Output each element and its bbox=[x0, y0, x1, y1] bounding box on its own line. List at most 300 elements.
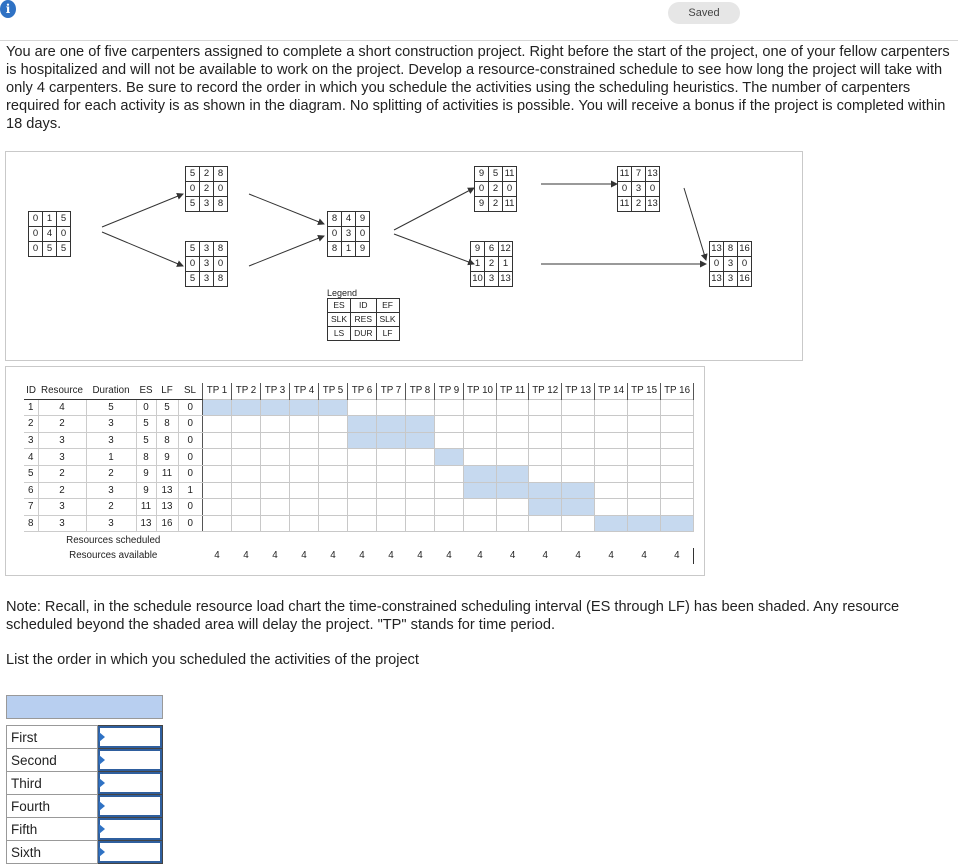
network-diagram bbox=[5, 151, 803, 361]
resource-load-input[interactable] bbox=[464, 482, 497, 499]
node-cell: 5 bbox=[489, 167, 503, 182]
resources-available-cell: 4 bbox=[509, 550, 516, 562]
resource-load-input[interactable] bbox=[232, 482, 261, 499]
node-cell: 2 bbox=[489, 182, 503, 197]
resource-load-input[interactable] bbox=[595, 465, 628, 482]
resource-load-input[interactable] bbox=[319, 515, 348, 532]
node-cell: 3 bbox=[200, 257, 214, 272]
time-period-header: TP 3 bbox=[261, 383, 290, 399]
node-cell: 1 bbox=[43, 212, 57, 227]
select-box[interactable] bbox=[98, 772, 162, 794]
resource-load-input[interactable] bbox=[261, 515, 290, 532]
resource-load-input[interactable] bbox=[435, 482, 464, 499]
resources-available-cell: 4 bbox=[477, 550, 483, 562]
node-cell: 3 bbox=[200, 272, 214, 287]
resource-load-input[interactable] bbox=[319, 482, 348, 499]
table-cell: 2 bbox=[24, 416, 38, 433]
resource-load-input[interactable] bbox=[562, 482, 595, 499]
resource-load-input[interactable] bbox=[406, 499, 435, 516]
node-cell: 5 bbox=[186, 197, 200, 212]
resource-load-input[interactable] bbox=[406, 515, 435, 532]
time-period-header: TP 13 bbox=[562, 383, 595, 399]
node-cell: 5 bbox=[186, 167, 200, 182]
resources-available-cell: 4 bbox=[446, 550, 452, 562]
resource-load-input[interactable] bbox=[661, 482, 694, 499]
resource-load-input[interactable] bbox=[377, 399, 406, 416]
resource-load-input[interactable] bbox=[661, 465, 694, 482]
table-cell: 1 bbox=[178, 482, 203, 499]
node-cell: 2 bbox=[485, 257, 499, 272]
resource-load-input[interactable] bbox=[348, 515, 377, 532]
resources-scheduled-cell bbox=[496, 532, 528, 548]
resource-load-input[interactable] bbox=[464, 432, 497, 449]
resource-load-input[interactable] bbox=[661, 499, 694, 516]
resources-scheduled-cell bbox=[377, 532, 406, 548]
node-cell: 1 bbox=[471, 257, 485, 272]
time-period-header: TP 1 bbox=[203, 383, 232, 399]
table-cell: 0 bbox=[178, 399, 203, 416]
node-cell: 13 bbox=[710, 272, 724, 287]
resources-scheduled-cell bbox=[203, 532, 232, 548]
time-period-header: TP 5 bbox=[319, 383, 348, 399]
resource-load-input[interactable] bbox=[377, 416, 406, 433]
table-row bbox=[24, 432, 694, 449]
resource-load-input[interactable] bbox=[628, 432, 661, 449]
resource-load-input[interactable] bbox=[377, 432, 406, 449]
resource-load-input[interactable] bbox=[348, 465, 377, 482]
node-cell: 8 bbox=[214, 167, 228, 182]
table-cell: 4 bbox=[24, 449, 38, 466]
node-cell: 13 bbox=[646, 167, 660, 182]
table-cell: 2 bbox=[86, 465, 136, 482]
table-cell: 5 bbox=[136, 416, 156, 433]
node-cell: 3 bbox=[342, 227, 356, 242]
resource-load-input[interactable] bbox=[203, 416, 232, 433]
resources-available-cell: 4 bbox=[575, 550, 581, 562]
node-cell: 11 bbox=[503, 167, 517, 182]
table-cell: 11 bbox=[136, 499, 156, 516]
resource-load-input[interactable] bbox=[319, 416, 348, 433]
resources-available-cell: 4 bbox=[542, 550, 548, 562]
resource-load-input[interactable] bbox=[496, 416, 528, 433]
schedule-table bbox=[24, 383, 694, 564]
order-label: Sixth bbox=[7, 841, 98, 864]
order-question: List the order in which you scheduled the activities of the project bbox=[6, 652, 419, 668]
table-cell: 8 bbox=[156, 432, 178, 449]
resource-load-input[interactable] bbox=[377, 465, 406, 482]
resource-load-input[interactable] bbox=[406, 465, 435, 482]
table-cell: 3 bbox=[86, 515, 136, 532]
time-period-header: TP 15 bbox=[628, 383, 661, 399]
resource-load-input[interactable] bbox=[232, 399, 261, 416]
resource-load-input[interactable] bbox=[595, 515, 628, 532]
resources-scheduled-cell bbox=[595, 532, 628, 548]
resources-available-cell: 4 bbox=[301, 550, 307, 562]
resources-available-cell: 4 bbox=[214, 550, 220, 562]
resource-load-input[interactable] bbox=[435, 515, 464, 532]
schedule-panel bbox=[5, 366, 705, 576]
table-cell: 16 bbox=[156, 515, 178, 532]
table-cell: 7 bbox=[24, 499, 38, 516]
time-period-header: TP 10 bbox=[464, 383, 497, 399]
table-cell: 3 bbox=[86, 432, 136, 449]
table-cell: 0 bbox=[178, 465, 203, 482]
resource-load-input[interactable] bbox=[529, 515, 562, 532]
resource-load-input[interactable] bbox=[290, 465, 319, 482]
node-cell: 13 bbox=[646, 197, 660, 212]
table-cell: 3 bbox=[38, 449, 86, 466]
resources-scheduled-cell bbox=[319, 532, 348, 548]
resource-load-input[interactable] bbox=[319, 449, 348, 466]
resource-load-input[interactable] bbox=[406, 482, 435, 499]
node-cell: 0 bbox=[29, 242, 43, 257]
node-cell: 12 bbox=[499, 242, 513, 257]
resource-load-input[interactable] bbox=[348, 449, 377, 466]
resource-load-input[interactable] bbox=[661, 449, 694, 466]
resources-scheduled-label: Resources scheduled bbox=[66, 534, 161, 546]
table-cell: 2 bbox=[38, 465, 86, 482]
resource-load-input[interactable] bbox=[435, 399, 464, 416]
select-box[interactable] bbox=[98, 818, 162, 840]
table-cell: 3 bbox=[38, 432, 86, 449]
resource-load-input[interactable] bbox=[496, 432, 528, 449]
resource-load-input[interactable] bbox=[464, 465, 497, 482]
legend-cell: ID bbox=[351, 299, 376, 313]
resource-load-input[interactable] bbox=[595, 499, 628, 516]
resource-load-input[interactable] bbox=[628, 416, 661, 433]
time-period-header: TP 2 bbox=[232, 383, 261, 399]
resource-load-input[interactable] bbox=[529, 482, 562, 499]
resource-load-input[interactable] bbox=[562, 515, 595, 532]
resource-load-input[interactable] bbox=[628, 482, 661, 499]
node-cell: 3 bbox=[632, 182, 646, 197]
table-cell: 1 bbox=[24, 399, 38, 416]
node-cell: 9 bbox=[475, 167, 489, 182]
resource-load-input[interactable] bbox=[232, 449, 261, 466]
node-cell: 1 bbox=[342, 242, 356, 257]
resource-load-input[interactable] bbox=[496, 515, 528, 532]
select-box[interactable] bbox=[98, 726, 162, 748]
node-cell: 16 bbox=[738, 242, 752, 257]
resource-load-input[interactable] bbox=[406, 432, 435, 449]
node-cell: 2 bbox=[200, 167, 214, 182]
resource-load-input[interactable] bbox=[290, 416, 319, 433]
order-select[interactable] bbox=[98, 818, 163, 841]
resource-load-input[interactable] bbox=[377, 515, 406, 532]
resource-load-input[interactable] bbox=[319, 465, 348, 482]
resource-load-input[interactable] bbox=[496, 449, 528, 466]
resource-load-input[interactable] bbox=[496, 399, 528, 416]
divider bbox=[0, 40, 958, 41]
node-cell: 8 bbox=[328, 212, 342, 227]
resources-available-cell: 4 bbox=[330, 550, 336, 562]
resource-load-input[interactable] bbox=[290, 449, 319, 466]
order-row bbox=[7, 749, 163, 772]
table-cell: 3 bbox=[86, 416, 136, 433]
resource-load-input[interactable] bbox=[261, 416, 290, 433]
node-cell: 0 bbox=[475, 182, 489, 197]
resource-load-input[interactable] bbox=[377, 499, 406, 516]
legend-cell: ES bbox=[328, 299, 351, 313]
resources-available-cell: 4 bbox=[272, 550, 278, 562]
node-8 bbox=[709, 241, 752, 287]
node-cell: 1 bbox=[499, 257, 513, 272]
resources-scheduled-cell bbox=[562, 532, 595, 548]
resources-available-label: Resources available bbox=[69, 550, 158, 562]
resource-load-input[interactable] bbox=[203, 449, 232, 466]
resource-load-input[interactable] bbox=[562, 465, 595, 482]
node-cell: 2 bbox=[632, 197, 646, 212]
node-4 bbox=[327, 211, 370, 257]
resource-load-input[interactable] bbox=[290, 432, 319, 449]
dropdown-arrow-icon[interactable] bbox=[99, 732, 105, 742]
node-cell: 0 bbox=[710, 257, 724, 272]
resource-load-input[interactable] bbox=[319, 432, 348, 449]
resources-scheduled-cell bbox=[435, 532, 464, 548]
node-cell: 6 bbox=[485, 242, 499, 257]
resource-load-input[interactable] bbox=[628, 499, 661, 516]
resource-load-input[interactable] bbox=[464, 399, 497, 416]
node-cell: 5 bbox=[57, 212, 71, 227]
resource-load-input[interactable] bbox=[595, 449, 628, 466]
node-cell: 16 bbox=[738, 272, 752, 287]
resource-load-input[interactable] bbox=[464, 499, 497, 516]
resource-load-input[interactable] bbox=[348, 482, 377, 499]
resource-load-input[interactable] bbox=[661, 515, 694, 532]
resource-load-input[interactable] bbox=[435, 416, 464, 433]
table-cell: 0 bbox=[178, 416, 203, 433]
resource-load-input[interactable] bbox=[232, 515, 261, 532]
resource-load-input[interactable] bbox=[529, 499, 562, 516]
resource-load-input[interactable] bbox=[628, 449, 661, 466]
resource-load-input[interactable] bbox=[406, 416, 435, 433]
order-select[interactable] bbox=[98, 749, 163, 772]
resource-load-input[interactable] bbox=[529, 449, 562, 466]
resource-load-input[interactable] bbox=[464, 515, 497, 532]
saved-status: Saved bbox=[668, 2, 740, 24]
dropdown-arrow-icon[interactable] bbox=[99, 778, 105, 788]
resource-load-input[interactable] bbox=[435, 449, 464, 466]
node-cell: 9 bbox=[475, 197, 489, 212]
resource-load-input[interactable] bbox=[529, 465, 562, 482]
node-5 bbox=[474, 166, 517, 212]
node-2 bbox=[185, 166, 228, 212]
node-cell: 3 bbox=[485, 272, 499, 287]
node-cell: 11 bbox=[503, 197, 517, 212]
order-label: Third bbox=[7, 772, 98, 795]
resource-load-input[interactable] bbox=[232, 465, 261, 482]
resource-load-input[interactable] bbox=[348, 399, 377, 416]
resource-load-input[interactable] bbox=[261, 399, 290, 416]
node-cell: 0 bbox=[356, 227, 370, 242]
table-cell: 1 bbox=[86, 449, 136, 466]
resource-load-input[interactable] bbox=[406, 399, 435, 416]
order-row bbox=[7, 795, 163, 818]
resource-load-input[interactable] bbox=[290, 499, 319, 516]
table-cell: 11 bbox=[156, 465, 178, 482]
node-cell: 3 bbox=[200, 197, 214, 212]
legend-cell: SLK bbox=[376, 313, 399, 327]
resource-load-input[interactable] bbox=[529, 432, 562, 449]
resource-load-input[interactable] bbox=[435, 465, 464, 482]
dropdown-arrow-icon[interactable] bbox=[99, 755, 105, 765]
resources-available-cell: 4 bbox=[641, 550, 647, 562]
node-cell: 0 bbox=[214, 182, 228, 197]
resources-available-cell: 4 bbox=[417, 550, 423, 562]
resource-load-input[interactable] bbox=[261, 449, 290, 466]
resource-load-input[interactable] bbox=[377, 482, 406, 499]
info-icon[interactable]: i bbox=[0, 0, 16, 18]
resource-load-input[interactable] bbox=[562, 416, 595, 433]
select-box[interactable] bbox=[98, 795, 162, 817]
order-select[interactable] bbox=[98, 772, 163, 795]
table-cell: 3 bbox=[24, 432, 38, 449]
resource-load-input[interactable] bbox=[348, 499, 377, 516]
resource-load-input[interactable] bbox=[562, 499, 595, 516]
resource-load-input[interactable] bbox=[203, 499, 232, 516]
resource-load-input[interactable] bbox=[348, 416, 377, 433]
resource-load-input[interactable] bbox=[203, 432, 232, 449]
node-cell: 8 bbox=[214, 272, 228, 287]
resource-load-input[interactable] bbox=[529, 416, 562, 433]
node-cell: 0 bbox=[646, 182, 660, 197]
resource-load-input[interactable] bbox=[628, 399, 661, 416]
resource-load-input[interactable] bbox=[406, 449, 435, 466]
resources-scheduled-cell bbox=[348, 532, 377, 548]
resource-load-input[interactable] bbox=[261, 482, 290, 499]
note-text: Note: Recall, in the schedule resource load chart the time-constrained scheduling interval (ES through LF) has been shaded. Any resource scheduled beyond the shaded area will delay the project. "TP" stands for time period. bbox=[6, 599, 900, 633]
node-cell: 0 bbox=[186, 182, 200, 197]
resource-load-input[interactable] bbox=[290, 399, 319, 416]
table-cell: 5 bbox=[156, 399, 178, 416]
legend-cell: RES bbox=[351, 313, 376, 327]
resource-load-input[interactable] bbox=[261, 499, 290, 516]
legend-cell: LS bbox=[328, 327, 351, 341]
legend-cell: DUR bbox=[351, 327, 376, 341]
resource-load-input[interactable] bbox=[377, 449, 406, 466]
legend-cell: LF bbox=[376, 327, 399, 341]
time-period-header: TP 14 bbox=[595, 383, 628, 399]
resource-load-input[interactable] bbox=[496, 465, 528, 482]
node-cell: 0 bbox=[214, 257, 228, 272]
resource-load-input[interactable] bbox=[203, 482, 232, 499]
resource-load-input[interactable] bbox=[562, 432, 595, 449]
node-cell: 8 bbox=[724, 242, 738, 257]
time-period-header: TP 11 bbox=[496, 383, 528, 399]
node-cell: 11 bbox=[618, 167, 632, 182]
resource-load-input[interactable] bbox=[661, 432, 694, 449]
node-cell: 13 bbox=[499, 272, 513, 287]
resources-available-cell: 4 bbox=[243, 550, 249, 562]
order-select[interactable] bbox=[98, 795, 163, 818]
table-cell: 3 bbox=[38, 499, 86, 516]
column-header: LF bbox=[156, 383, 178, 399]
resource-load-input[interactable] bbox=[232, 432, 261, 449]
order-select[interactable] bbox=[98, 841, 163, 864]
table-cell: 0 bbox=[178, 432, 203, 449]
node-cell: 0 bbox=[29, 227, 43, 242]
resource-load-input[interactable] bbox=[435, 432, 464, 449]
node-cell: 0 bbox=[503, 182, 517, 197]
resource-load-input[interactable] bbox=[203, 399, 232, 416]
resource-load-input[interactable] bbox=[319, 399, 348, 416]
resource-load-input[interactable] bbox=[203, 465, 232, 482]
table-cell: 0 bbox=[178, 515, 203, 532]
order-row bbox=[7, 772, 163, 795]
resource-load-input[interactable] bbox=[595, 399, 628, 416]
node-cell: 9 bbox=[356, 242, 370, 257]
table-cell: 2 bbox=[86, 499, 136, 516]
answer-table-header bbox=[7, 696, 163, 719]
node-cell: 9 bbox=[356, 212, 370, 227]
node-cell: 13 bbox=[710, 242, 724, 257]
legend-table bbox=[327, 298, 400, 341]
node-cell: 5 bbox=[186, 242, 200, 257]
table-row bbox=[24, 416, 694, 433]
resource-load-input[interactable] bbox=[496, 499, 528, 516]
dropdown-arrow-icon[interactable] bbox=[99, 801, 105, 811]
resource-load-input[interactable] bbox=[496, 482, 528, 499]
node-3 bbox=[185, 241, 228, 287]
node-cell: 4 bbox=[342, 212, 356, 227]
resource-load-input[interactable] bbox=[261, 432, 290, 449]
resource-load-input[interactable] bbox=[562, 399, 595, 416]
table-cell: 5 bbox=[24, 465, 38, 482]
node-cell: 3 bbox=[200, 242, 214, 257]
table-cell: 4 bbox=[38, 399, 86, 416]
resource-load-input[interactable] bbox=[261, 465, 290, 482]
resource-load-input[interactable] bbox=[464, 416, 497, 433]
table-cell: 3 bbox=[38, 515, 86, 532]
resource-load-input[interactable] bbox=[232, 416, 261, 433]
order-row bbox=[7, 726, 163, 749]
resource-load-input[interactable] bbox=[628, 465, 661, 482]
table-cell: 9 bbox=[136, 482, 156, 499]
resource-load-input[interactable] bbox=[290, 515, 319, 532]
resource-load-input[interactable] bbox=[595, 482, 628, 499]
node-cell: 4 bbox=[43, 227, 57, 242]
order-select[interactable] bbox=[98, 726, 163, 749]
column-header: SL bbox=[178, 383, 203, 399]
resource-load-input[interactable] bbox=[661, 399, 694, 416]
resource-load-input[interactable] bbox=[348, 432, 377, 449]
select-box[interactable] bbox=[98, 749, 162, 771]
resource-load-input[interactable] bbox=[319, 499, 348, 516]
select-box[interactable] bbox=[98, 841, 162, 863]
resource-load-input[interactable] bbox=[290, 482, 319, 499]
dropdown-arrow-icon[interactable] bbox=[99, 824, 105, 834]
order-label: Fourth bbox=[7, 795, 98, 818]
table-row bbox=[24, 449, 694, 466]
resource-load-input[interactable] bbox=[529, 399, 562, 416]
resource-load-input[interactable] bbox=[232, 499, 261, 516]
resource-load-input[interactable] bbox=[628, 515, 661, 532]
order-label: First bbox=[7, 726, 98, 749]
resource-load-input[interactable] bbox=[661, 416, 694, 433]
resource-load-input[interactable] bbox=[435, 499, 464, 516]
node-cell: 3 bbox=[724, 272, 738, 287]
resources-scheduled-cell bbox=[406, 532, 435, 548]
dropdown-arrow-icon[interactable] bbox=[99, 847, 105, 857]
resource-load-input[interactable] bbox=[562, 449, 595, 466]
table-cell: 0 bbox=[178, 499, 203, 516]
resource-load-input[interactable] bbox=[595, 416, 628, 433]
resource-load-input[interactable] bbox=[464, 449, 497, 466]
resource-load-input[interactable] bbox=[203, 515, 232, 532]
table-cell: 6 bbox=[24, 482, 38, 499]
resource-load-input[interactable] bbox=[595, 432, 628, 449]
table-cell: 2 bbox=[38, 416, 86, 433]
